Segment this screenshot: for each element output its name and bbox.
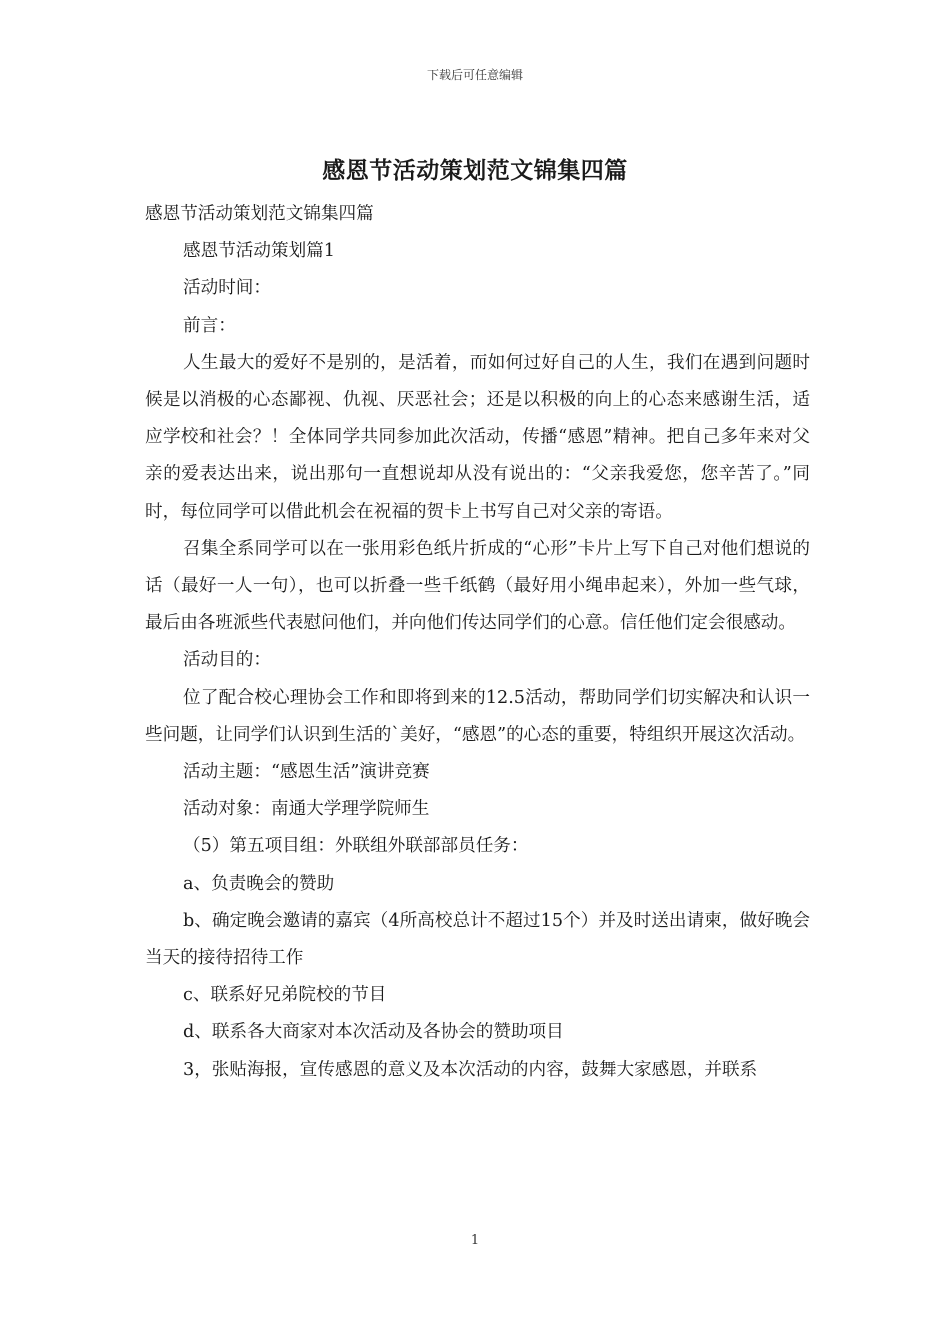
document-title: 感恩节活动策划范文锦集四篇: [322, 158, 628, 184]
paragraph: d、联系各大商家对本次活动及各协会的赞助项目: [183, 1022, 564, 1043]
page-number: 1: [470, 1233, 480, 1248]
paragraph: 感恩节活动策划范文锦集四篇: [145, 204, 374, 224]
paragraph: 前言：: [183, 315, 236, 336]
paragraph: 召集全系同学可以在一张用彩色纸片折成的“心形”卡片上写下自己对他们想说的话（最好一人一句），也可以折叠一些千纸鹤（最好用小绳串起来），外加一些气球，最后由各班派些代表慰问他们，并向他们传达同学们的心意。信任他们定会很感动。: [145, 538, 810, 634]
paragraph: 感恩节活动策划篇1: [183, 241, 335, 262]
paragraph: 3，张贴海报，宣传感恩的意义及本次活动的内容，鼓舞大家感恩，并联系: [183, 1059, 758, 1080]
paragraph: a、负责晚会的赞助: [183, 873, 335, 894]
paragraph: c、联系好兄弟院校的节目: [183, 985, 387, 1006]
header-note: 下载后可任意编辑: [426, 68, 523, 82]
paragraph: b、确定晚会邀请的嘉宾（4所高校总计不超过15个）并及时送出请柬，做好晚会当天的接待招待工作: [145, 910, 810, 969]
paragraph: 活动对象：南通大学理学院师生: [183, 799, 430, 820]
paragraph: 位了配合校心理协会工作和即将到来的12.5活动，帮助同学们切实解决和认识一些问题，让同学们认识到生活的`美好，“感恩”的心态的重要，特组织开展这次活动。: [145, 687, 810, 745]
paragraph: 人生最大的爱好不是别的，是活着，而如何过好自己的人生，我们在遇到问题时候是以消极的心态鄙视、仇视、厌恶社会；还是以积极的向上的心态来感谢生活，适应学校和社会？！全体同学共同参加此次活动，传播“感恩”精神。把自己多年来对父亲的爱表达出来，说出那句一直想说却从没有说出的：“父亲我爱您，您辛苦了。”同时，每位同学可以借此机会在祝福的贺卡上书写自己对父亲的寄语。: [145, 352, 810, 522]
paragraph: 活动目的：: [183, 650, 271, 671]
paragraph: 活动主题：“感恩生活”演讲竞赛: [183, 762, 430, 783]
paragraph: 活动时间：: [183, 278, 271, 299]
document-body: [145, 196, 810, 1089]
paragraph: （5）第五项目组：外联组外联部部员任务：: [183, 836, 529, 857]
